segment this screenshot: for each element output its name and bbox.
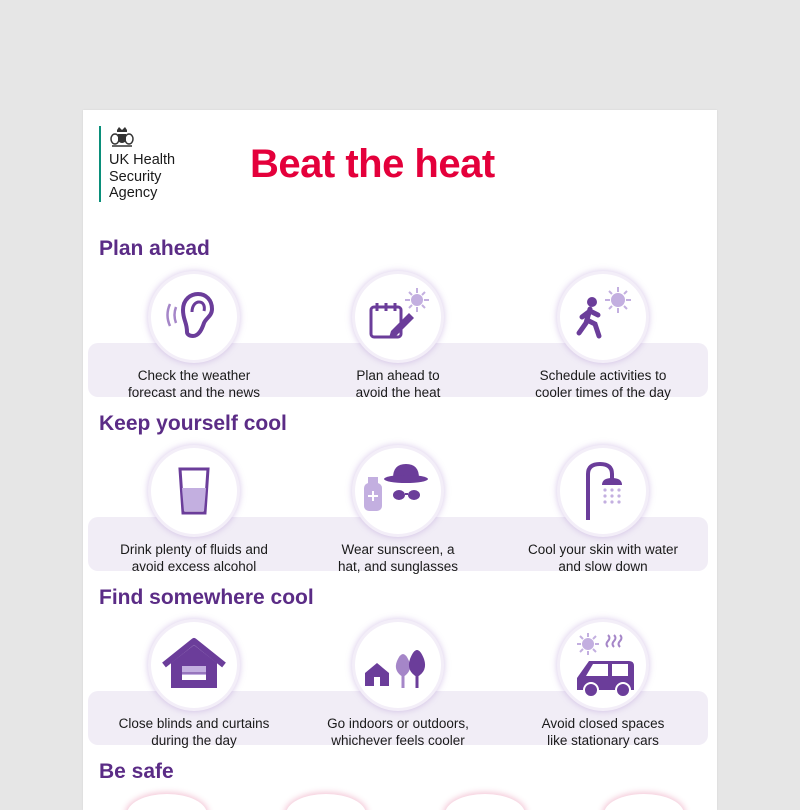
- hat-sunglasses-icon: [355, 448, 441, 534]
- icon-circle-partial: [127, 794, 207, 810]
- tip-caption: Go indoors or outdoors, whichever feels cooler: [327, 716, 469, 748]
- hot-car-icon: [560, 622, 646, 708]
- tip-caption: Avoid closed spaces like stationary cars: [541, 716, 665, 748]
- section-title-plan-ahead: Plan ahead: [99, 237, 210, 260]
- page-title: Beat the heat: [250, 142, 495, 186]
- org-name: UK Health Security Agency: [109, 152, 176, 201]
- glass-icon: [151, 448, 237, 534]
- icon-circle-partial: [604, 794, 684, 810]
- planner-icon: [355, 274, 441, 360]
- tip-caption: Schedule activities to cooler times of the day: [535, 368, 671, 400]
- tip-caption: Plan ahead to avoid the heat: [355, 368, 441, 400]
- ear-icon: [151, 274, 237, 360]
- tip-caption: Cool your skin with water and slow down: [527, 542, 679, 574]
- section-title-find-somewhere-cool: Find somewhere cool: [99, 586, 314, 609]
- section-title-keep-yourself-cool: Keep yourself cool: [99, 412, 287, 435]
- section-title-be-safe: Be safe: [99, 760, 174, 783]
- royal-crest-icon: [109, 126, 135, 148]
- tip-caption: Drink plenty of fluids and avoid excess alcohol: [120, 542, 268, 574]
- ukhsa-logo: [99, 126, 175, 202]
- icon-circle-partial: [286, 794, 366, 810]
- tip-caption: Wear sunscreen, a hat, and sunglasses: [337, 542, 459, 574]
- house-trees-icon: [355, 622, 441, 708]
- tip-caption: Check the weather forecast and the news: [127, 368, 261, 400]
- house-blinds-icon: [151, 622, 237, 708]
- tip-caption: Close blinds and curtains during the day: [118, 716, 270, 748]
- walking-sun-icon: [560, 274, 646, 360]
- icon-circle-partial: [445, 794, 525, 810]
- shower-icon: [560, 448, 646, 534]
- heatwave-poster: [83, 110, 717, 810]
